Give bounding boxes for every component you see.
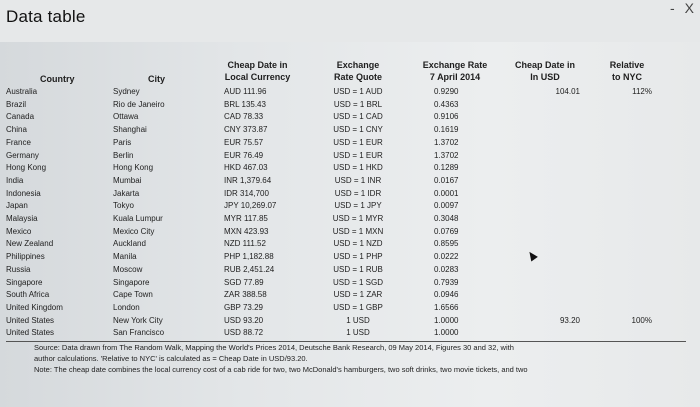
cell-city: Manila (113, 252, 137, 262)
cell-rate: 0.8595 (434, 239, 459, 249)
table-row (0, 124, 700, 135)
cell-usd: 104.01 (555, 87, 580, 96)
cell-country: Australia (6, 87, 38, 96)
cell-city: Mexico City (113, 226, 155, 236)
cell-country: Indonesia (6, 188, 41, 198)
table-row (0, 200, 700, 211)
cell-quote: USD = 1 AUD (333, 87, 383, 96)
cell-city: Hong Kong (113, 163, 154, 173)
cell-quote: USD = 1 MYR (332, 214, 384, 223)
cell-quote: USD = 1 EUR (333, 150, 383, 160)
header-rate-line1: Exchange Rate (422, 60, 488, 70)
cell-relative: 112% (632, 87, 652, 96)
cell-rate: 1.0000 (434, 315, 459, 325)
cell-country: Japan (6, 201, 28, 211)
close-icon[interactable]: X (684, 0, 694, 16)
cell-city: Auckland (113, 239, 146, 249)
table-row (0, 213, 700, 224)
cell-city: San Francisco (113, 328, 165, 338)
cell-country: New Zealand (6, 239, 54, 249)
table-row (0, 251, 700, 262)
cell-rate: 0.1289 (434, 163, 459, 173)
cell-country: Malaysia (6, 214, 38, 223)
cell-city: Jakarta (113, 188, 140, 198)
cell-country: Canada (6, 112, 35, 122)
cell-city: London (113, 302, 140, 312)
cell-city: Rio de Janeiro (113, 99, 165, 109)
cell-quote: USD = 1 CNY (333, 125, 383, 135)
cell-country: Singapore (6, 277, 43, 287)
cell-local: NZD 111.52 (224, 239, 266, 249)
table-row (0, 137, 700, 148)
header-relative-line1: Relative (609, 60, 645, 70)
cell-local: BRL 135.43 (224, 99, 266, 109)
header-local-line1: Cheap Date in (227, 60, 288, 70)
cell-city: Paris (113, 137, 132, 147)
cell-rate: 0.3048 (434, 214, 459, 223)
cell-rate: 0.0001 (434, 188, 459, 198)
header-usd-line2: In USD (530, 72, 560, 82)
cell-country: Russia (6, 264, 31, 274)
cell-local: CNY 373.87 (224, 125, 268, 135)
cell-city: Sydney (113, 87, 140, 96)
cell-city: New York City (113, 315, 163, 325)
source-note-line2: author calculations. 'Relative to NYC' is calculated as = Cheap Date in USD/93.20. (34, 354, 308, 363)
cell-rate: 0.9106 (434, 112, 459, 122)
table-row (0, 315, 700, 326)
header-city: City (148, 74, 166, 84)
cell-rate: 0.0769 (434, 226, 459, 236)
table-row (0, 162, 700, 173)
cell-local: RUB 2,451.24 (224, 264, 275, 274)
table-row (0, 150, 700, 161)
cell-rate: 0.7939 (434, 277, 459, 287)
cell-rate: 1.3702 (434, 137, 459, 147)
header-quote-line1: Exchange (336, 60, 380, 70)
cell-rate: 0.0283 (434, 264, 459, 274)
header-quote (318, 59, 398, 83)
cell-rate: 0.0097 (434, 201, 459, 211)
cell-city: Singapore (113, 277, 150, 287)
cell-country: India (6, 175, 24, 185)
header-usd-line1: Cheap Date in (514, 60, 575, 70)
cell-rate: 1.6566 (434, 302, 459, 312)
table-row (0, 99, 700, 110)
cell-local: MYR 117.85 (224, 214, 268, 223)
cell-rate: 0.9290 (434, 87, 459, 96)
cell-local: USD 93.20 (224, 315, 264, 325)
table-row (0, 188, 700, 199)
cell-rate: 0.1619 (434, 125, 459, 135)
cell-quote: USD = 1 CAD (333, 112, 383, 122)
cell-rate: 1.0000 (434, 328, 459, 338)
cell-country: United States (6, 328, 55, 338)
table-row (0, 302, 700, 313)
title-bar (0, 0, 700, 42)
minimize-icon[interactable]: - (669, 0, 675, 16)
cell-local: HKD 467.03 (224, 163, 268, 173)
cell-city: Ottawa (113, 112, 139, 122)
cell-quote: USD = 1 PHP (333, 252, 383, 262)
cell-country: United States (6, 315, 55, 325)
cell-quote: USD = 1 IDR (334, 188, 382, 198)
cell-city: Mumbai (113, 175, 142, 185)
cell-local: INR 1,379.64 (224, 175, 272, 185)
cell-country: South Africa (6, 290, 50, 300)
header-local-line2: Local Currency (224, 72, 291, 82)
cell-quote: USD = 1 HKD (333, 163, 383, 173)
cell-local: GBP 73.29 (224, 302, 263, 312)
cell-quote: 1 USD (346, 328, 370, 338)
source-note-line1: Source: Data drawn from The Random Walk, Mapping the World's Prices 2014, Deutsche Bank Research, 09 May 2014, Figures 30 and 32, with (34, 343, 514, 352)
cell-quote: USD = 1 EUR (333, 137, 383, 147)
header-country: Country (40, 74, 75, 84)
table-row (0, 86, 700, 97)
window-title: Data table (6, 7, 86, 26)
cell-local: CAD 78.33 (224, 112, 264, 122)
table-row (0, 277, 700, 288)
cell-rate: 0.0167 (434, 175, 459, 185)
table-row (0, 175, 700, 186)
cell-country: France (6, 137, 31, 147)
table-row (0, 327, 700, 338)
cell-country: United Kingdom (6, 302, 63, 312)
cell-relative: 100% (631, 315, 652, 325)
cell-country: Brazil (6, 99, 27, 109)
header-rate (410, 59, 500, 83)
cell-local: USD 88.72 (224, 328, 264, 338)
cell-city: Cape Town (113, 290, 153, 300)
cell-country: Hong Kong (6, 163, 47, 173)
cell-local: ZAR 388.58 (224, 290, 267, 300)
cell-local: SGD 77.89 (224, 277, 264, 287)
header-rate-line2: 7 April 2014 (429, 72, 481, 82)
cell-city: Tokyo (113, 201, 134, 211)
cell-country: Germany (6, 150, 39, 160)
cell-quote: 1 USD (346, 315, 370, 325)
cell-country: Philippines (6, 252, 45, 262)
cell-quote: USD = 1 JPY (334, 201, 382, 211)
window-controls (670, 0, 694, 16)
cell-quote: USD = 1 SGD (332, 277, 383, 287)
cell-rate: 0.4363 (434, 99, 459, 109)
cell-local: MXN 423.93 (224, 226, 269, 236)
header-usd (505, 59, 585, 83)
cell-local: AUD 111.96 (224, 87, 267, 96)
cell-city: Moscow (113, 264, 143, 274)
cell-quote: USD = 1 ZAR (333, 290, 383, 300)
cheap-date-note: Note: The cheap date combines the local currency cost of a cab ride for two, two McDonald's hamburgers, two soft drinks, two movie tickets, and two (34, 365, 528, 374)
cell-quote: USD = 1 BRL (333, 99, 383, 109)
cell-quote: USD = 1 INR (334, 175, 382, 185)
cell-quote: USD = 1 RUB (333, 264, 383, 274)
table-row (0, 289, 700, 300)
cell-rate: 0.0946 (434, 290, 459, 300)
header-quote-line2: Rate Quote (333, 72, 382, 82)
header-relative-line2: to NYC (612, 72, 642, 82)
cell-rate: 0.0222 (434, 252, 459, 262)
cell-local: EUR 75.57 (224, 137, 264, 147)
cell-city: Shanghai (113, 125, 147, 135)
cell-quote: USD = 1 NZD (333, 239, 383, 249)
cell-usd: 93.20 (559, 315, 580, 325)
header-local (215, 59, 300, 83)
cell-country: Mexico (6, 226, 32, 236)
cell-local: JPY 10,269.07 (224, 201, 277, 211)
cell-local: EUR 76.49 (224, 150, 264, 160)
cell-city: Kuala Lumpur (113, 214, 163, 223)
table-row (0, 111, 700, 122)
data-table-sheet (0, 42, 700, 407)
cell-quote: USD = 1 MXN (332, 226, 384, 236)
cell-rate: 1.3702 (434, 150, 459, 160)
header-relative (598, 59, 656, 83)
table-row (0, 226, 700, 237)
cell-local: IDR 314,700 (224, 188, 269, 198)
cell-quote: USD = 1 GBP (333, 302, 383, 312)
cell-country: China (6, 125, 27, 135)
cell-city: Berlin (113, 150, 134, 160)
table-row (0, 264, 700, 275)
table-row (0, 238, 700, 249)
cell-local: PHP 1,182.88 (224, 252, 274, 262)
